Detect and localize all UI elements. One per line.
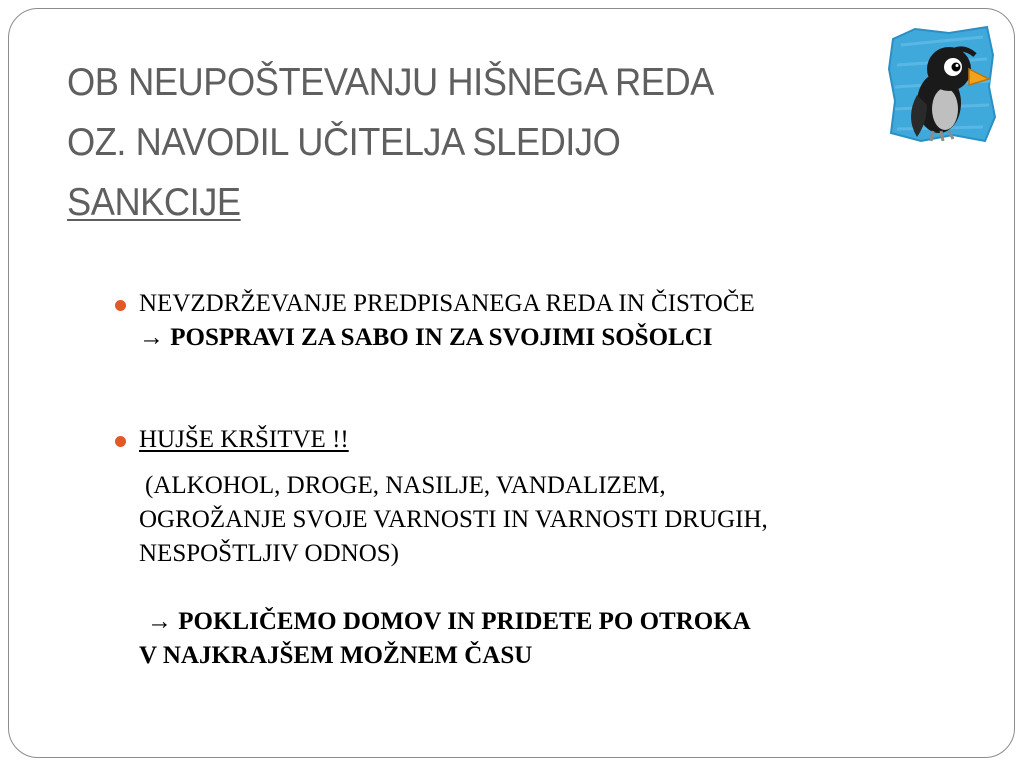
bird-logo-svg — [887, 25, 997, 143]
consequence-text: POSPRAVI ZA SABO IN ZA SVOJIMI SOŠOLCI — [170, 324, 713, 351]
violation-consequence — [105, 605, 975, 673]
bullet-text: NEVZDRŽEVANJE PREDPISANEGA REDA IN ČISTOČE — [139, 290, 755, 317]
bird-logo-icon — [887, 25, 997, 143]
bullet-item-severe-violations — [105, 423, 975, 457]
details-line-2: OGROŽANJE SVOJE VARNOSTI IN VARNOSTI DRUGIH, — [139, 506, 768, 533]
slide — [8, 8, 1015, 758]
bullet-icon — [115, 436, 126, 447]
bullet-consequence — [139, 321, 975, 355]
details-line-3: NESPOŠTLJIV ODNOS) — [139, 540, 399, 567]
title-line-2: OZ. NAVODIL UČITELJA SLEDIJO — [67, 121, 621, 164]
bullet-icon — [115, 300, 126, 311]
bullet-list — [105, 287, 975, 673]
violation-details — [105, 469, 975, 571]
slide-title — [67, 53, 830, 233]
arrow-right-icon: → — [139, 324, 164, 351]
consequence-line-2: V NAJKRAJŠEM MOŽNEM ČASU — [139, 642, 533, 669]
title-line-1: OB NEUPOŠTEVANJU HIŠNEGA REDA — [67, 61, 714, 104]
consequence-line-1 — [139, 605, 975, 639]
bullet-item-cleanliness — [105, 287, 975, 355]
details-line-1: (ALKOHOL, DROGE, NASILJE, VANDALIZEM, — [145, 472, 666, 499]
title-line-3: SANKCIJE — [67, 181, 241, 224]
arrow-right-icon: → — [147, 608, 172, 635]
consequence-text-1: POKLIČEMO DOMOV IN PRIDETE PO OTROKA — [178, 608, 751, 635]
bullet-heading: HUJŠE KRŠITVE !! — [139, 426, 349, 453]
